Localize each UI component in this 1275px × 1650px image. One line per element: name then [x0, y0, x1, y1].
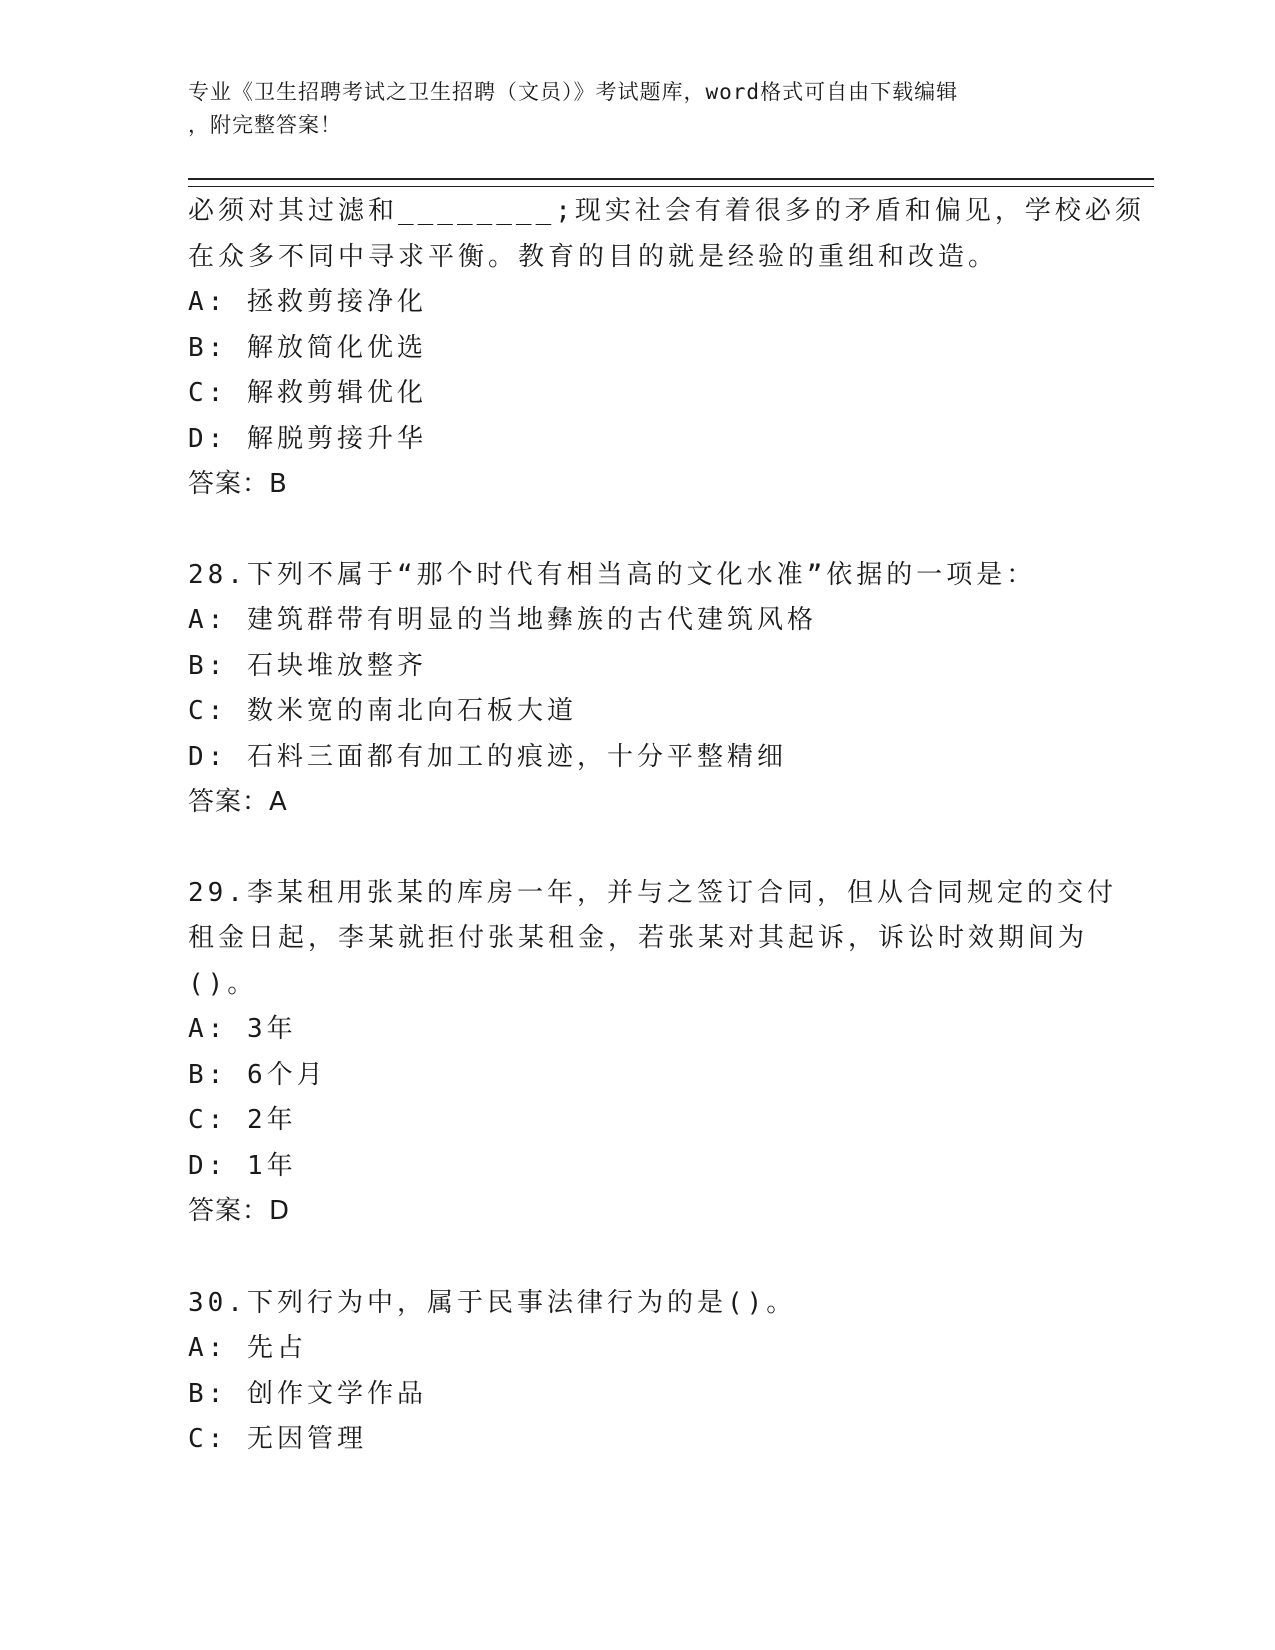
option-a: A: 先占 [188, 1333, 307, 1363]
header-line-1: 专业《卫生招聘考试之卫生招聘（文员）》考试题库，word格式可自由下载编辑 [188, 80, 959, 104]
answer: 答案：B [188, 469, 288, 499]
option-c: C: 数米宽的南北向石板大道 [188, 696, 577, 726]
question-list [188, 189, 1145, 1463]
option-a: A: 拯救剪接净化 [188, 287, 427, 317]
option-b: B: 石块堆放整齐 [188, 650, 427, 681]
question-28 [188, 553, 1088, 826]
option-b: B: 创作文学作品 [188, 1378, 427, 1409]
question-30 [188, 1281, 1088, 1463]
spacer [188, 1235, 1088, 1281]
option-c: C: 无因管理 [188, 1424, 367, 1454]
question-stem-line: 29.李某租用张某的库房一年，并与之签订合同，但从合同规定的交付 [188, 877, 1117, 908]
question-29 [188, 871, 1117, 1235]
option-a: A: 建筑群带有明显的当地彝族的古代建筑风格 [188, 605, 817, 635]
option-c: C: 2年 [188, 1105, 297, 1135]
question-27 [188, 189, 1145, 508]
option-b: B: 解放简化优选 [188, 332, 427, 363]
answer: 答案：A [188, 787, 288, 817]
header-line-2: ，附完整答案！ [188, 113, 342, 137]
spacer [188, 508, 1088, 553]
answer: 答案：D [188, 1196, 291, 1226]
question-stem-line: 租金日起，李某就拒付张某租金，若张某对其起诉，诉讼时效期间为 [188, 923, 1089, 953]
option-d: D: 石料三面都有加工的痕迹，十分平整精细 [188, 741, 787, 772]
question-stem-line: 30.下列行为中，属于民事法律行为的是()。 [188, 1287, 797, 1318]
question-stem-line: ()。 [188, 968, 258, 999]
document-header [188, 76, 1068, 142]
question-stem-line: 必须对其过滤和________;现实社会有着很多的矛盾和偏见，学校必须 [188, 196, 1145, 226]
option-c: C: 解救剪辑优化 [188, 378, 427, 408]
option-d: D: 解脱剪接升华 [188, 423, 427, 454]
option-d: D: 1年 [188, 1150, 297, 1181]
header-divider [188, 178, 1154, 187]
spacer [188, 826, 1088, 871]
option-b: B: 6个月 [188, 1059, 327, 1090]
question-stem-line: 28.下列不属于“那个时代有相当高的文化水准”依据的一项是： [188, 559, 1037, 590]
option-a: A: 3年 [188, 1014, 297, 1044]
question-stem-line: 在众多不同中寻求平衡。教育的目的就是经验的重组和改造。 [188, 241, 999, 272]
